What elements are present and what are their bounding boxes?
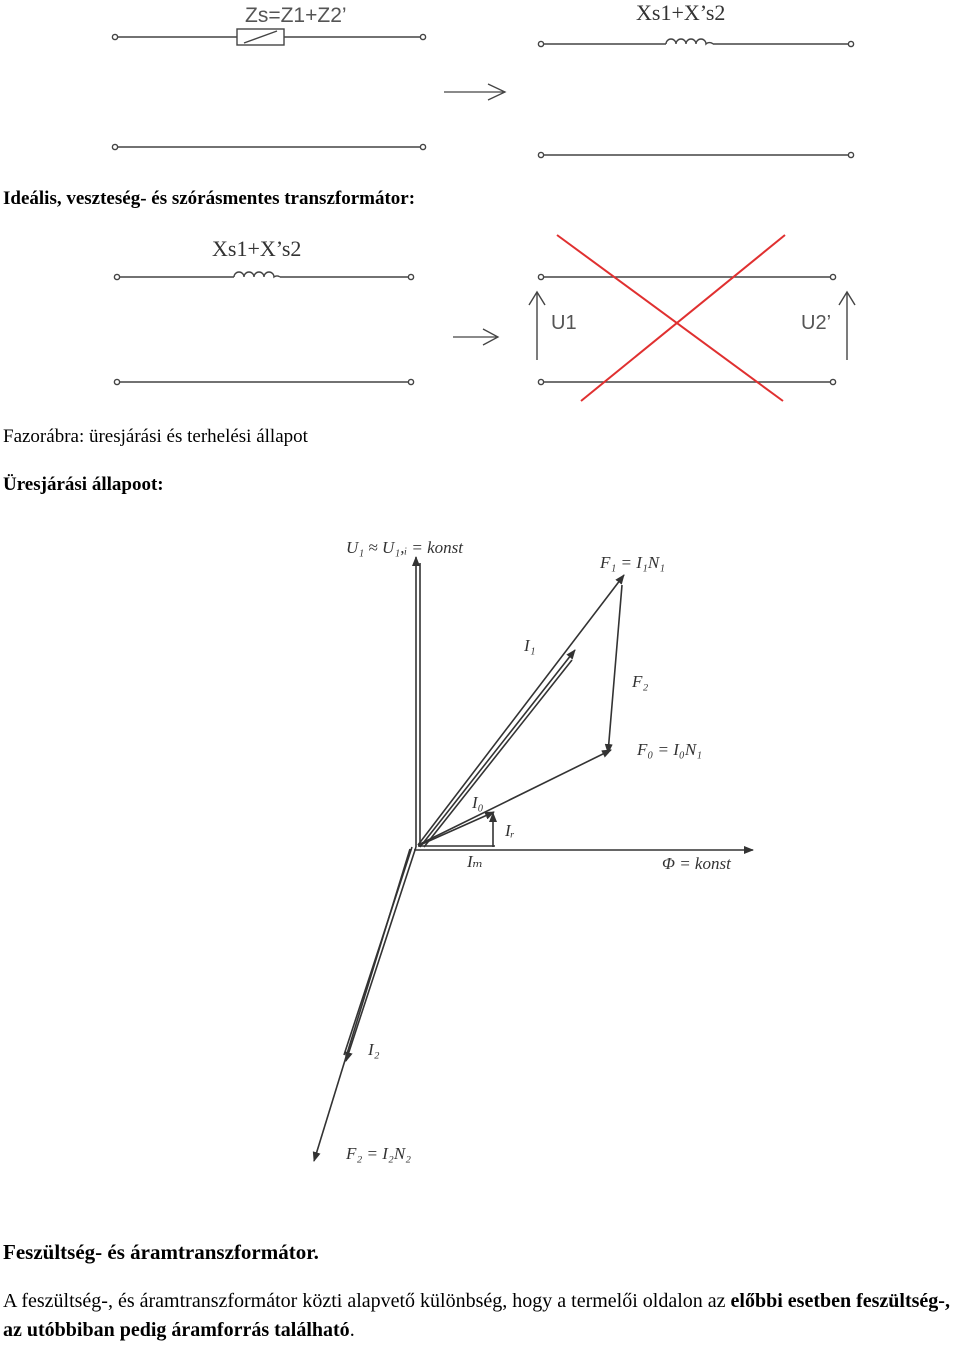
paragraph-text-2: .	[349, 1319, 355, 1341]
right-arrow-icon	[444, 84, 505, 100]
f2n-phasor-label: F₂ = I₂N₂	[346, 1144, 412, 1163]
phasor-caption: Fazorábra: üresjárási és terhelési állapot	[3, 426, 308, 447]
right-upper-wire	[538, 39, 853, 47]
section-title: Feszültség- és áramtranszformátor.	[3, 1240, 319, 1264]
body-paragraph	[3, 1287, 960, 1345]
phasor-diagram	[0, 525, 960, 1175]
f2-phasor	[608, 585, 622, 753]
i1-phasor-shadow	[424, 660, 572, 847]
i0-phasor-label: I₀	[472, 793, 484, 812]
u1-label: U1	[551, 312, 577, 334]
u2-voltage-arrow-icon	[839, 292, 855, 360]
left-impedance-label: Zs=Z1+Z2’	[245, 4, 347, 27]
heading-ideal-transformer: Ideális, veszteség- és szórásmentes transzformátor:	[3, 188, 416, 209]
mid-left-upper-wire	[114, 272, 413, 280]
right-reactance-label: Xs1+X’s2	[636, 0, 726, 25]
i2-phasor-label: I₂	[368, 1040, 380, 1059]
top-circuit-diagram	[0, 0, 960, 170]
paragraph-text-1: A feszültség-, és áramtranszformátor közti alapvető különbség, hogy a termelői oldalon az	[3, 1290, 731, 1312]
ideal-circuit-diagram	[0, 225, 960, 405]
i1-phasor-label: I₁	[524, 636, 536, 655]
red-cross-icon	[557, 235, 785, 401]
i1-phasor	[420, 650, 575, 847]
mid-left-lower-wire	[114, 379, 413, 384]
i2-phasor	[346, 847, 416, 1061]
paragraph-bold-1: előbbi esetben feszültség-, az utóbbiban pedig áramforrás található	[3, 1290, 950, 1341]
left-lower-wire	[112, 144, 425, 149]
f2n-phasor	[314, 849, 410, 1161]
u1-voltage-arrow-icon	[529, 292, 545, 360]
u1-phasor-label: U₁ ≈ U₁,ᵢ = konst	[346, 538, 463, 557]
mid-arrow-icon	[453, 329, 498, 345]
ir-phasor-label: Iᵣ	[505, 821, 515, 840]
f2-phasor-label: F₂	[632, 672, 649, 691]
im-phasor-label: Iₘ	[467, 852, 484, 871]
u2-label: U2’	[801, 312, 832, 334]
impedance-box-icon	[237, 29, 284, 45]
right-lower-wire	[538, 152, 853, 157]
heading-noload: Üresjárási állapoot:	[3, 474, 164, 495]
mid-reactance-label: Xs1+X’s2	[212, 236, 302, 261]
phi-phasor-label: Φ = konst	[662, 854, 731, 873]
f1-phasor-label: F₁ = I₁N₁	[600, 553, 666, 572]
f1-phasor	[418, 575, 624, 845]
f0-phasor-label: F₀ = I₀N₁	[637, 740, 703, 759]
